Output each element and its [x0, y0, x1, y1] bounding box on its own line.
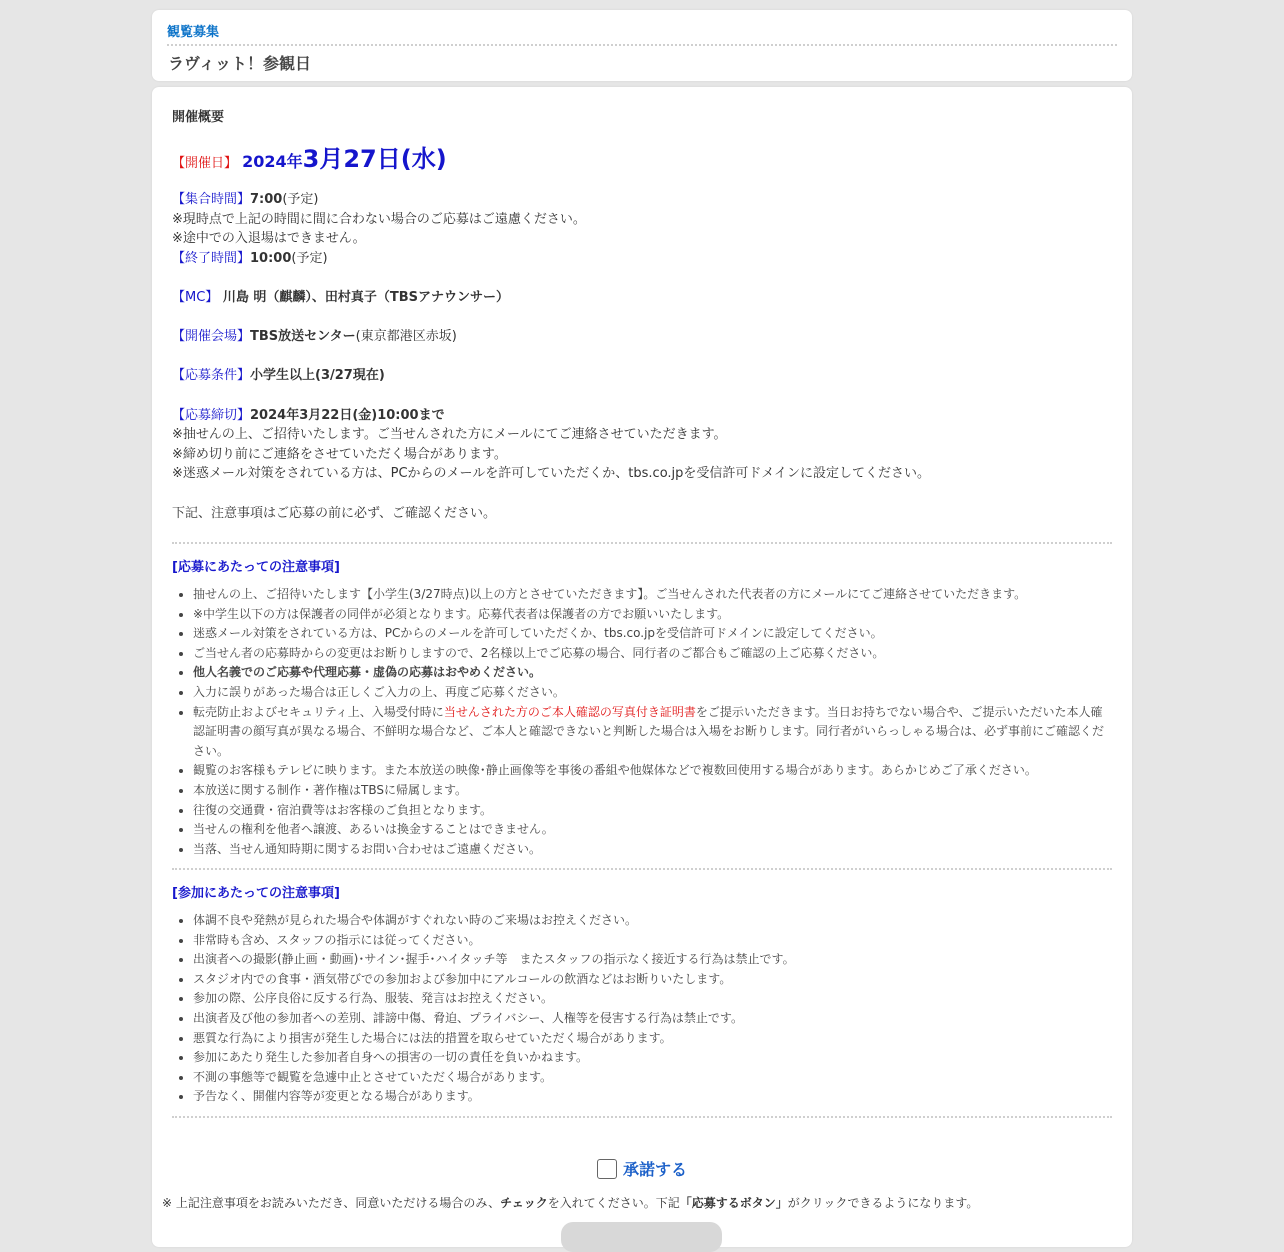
gather-suffix: (予定): [282, 192, 319, 207]
list-item: • 不測の事態等で観覧を急遽中止とさせていただく場合があります。: [193, 1068, 1112, 1088]
mc-row: [172, 288, 930, 308]
id-item-post: をご提示いただきます。当日お持ちでない場合や、ご提示いただいた本人確認証明書の顔写真が異なる場合、不鮮明な場合など、ご本人と確認できないと判断した場合は入場をお断りします。同行者がいらっしゃる場合は、必ず事前にご確認ください。: [193, 704, 1105, 758]
divider: [172, 868, 1112, 870]
deadline-value: 2024年3月22日(金)10:00まで: [250, 407, 445, 423]
id-item-highlight: 当せんされた方のご本人確認の写真付き証明書: [443, 704, 696, 719]
agree-label[interactable]: 承諾する: [622, 1160, 687, 1179]
condition-label: 【応募条件】: [172, 368, 251, 384]
deadline-note-1: ※抽せんの上、ご招待いたします。ご当せんされた方にメールにてご連絡させていただきます。: [172, 427, 727, 443]
list-item: • 抽せんの上、ご招待いたします【小学生(3/27時点)以上の方とさせていただきます】。ご当せんされた代表者の方にメールにてご連絡させていただきます。: [193, 585, 1112, 605]
end-suffix: (予定): [291, 250, 328, 266]
apply-button[interactable]: [561, 1222, 722, 1252]
list-item: • ご当せん者の応募時からの変更はお断りしますので、2名様以上でご応募の場合、同行者のご都合もご確認の上ご応募ください。: [193, 644, 1112, 664]
participation-notes-heading: [参加にあたっての注意事項]: [172, 886, 340, 901]
agree-checkbox[interactable]: [597, 1159, 617, 1179]
page-title: ラヴィット！参観日: [168, 54, 312, 73]
deadline-row: [172, 406, 930, 426]
list-item: • 参加の際、公序良俗に反する行為、服装、発言はお控えください。: [193, 989, 1112, 1009]
note-button: 「応募するボタン」: [679, 1196, 788, 1210]
gather-label: 【集合時間】: [172, 192, 251, 207]
application-notes-list: [172, 585, 1112, 859]
list-item: • 入力に誤りがあった場合は正しくご入力の上、再度ご応募ください。: [193, 683, 1112, 703]
note-pre: ※ 上記注意事項をお読みいただき、同意いただける場合のみ、: [162, 1196, 501, 1210]
list-item: • 予告なく、開催内容等が変更となる場合があります。: [193, 1087, 1112, 1107]
end-time: 10:00: [250, 250, 292, 266]
end-time-row: [172, 249, 930, 269]
list-item: • 本放送に関する制作・著作権はTBSに帰属します。: [193, 781, 1112, 801]
list-item: • 当せんの権利を他者へ譲渡、あるいは換金することはできません。: [193, 820, 1112, 840]
id-item-pre: 転売防止およびセキュリティ上、入場受付時に: [193, 704, 444, 719]
date-year: 2024年: [242, 152, 303, 171]
note-check: チェック: [500, 1196, 548, 1210]
header-card: [152, 10, 1132, 81]
list-item: • 非常時も含め、スタッフの指示には従ってください。: [193, 931, 1112, 951]
agree-row: [172, 1157, 1112, 1180]
event-info: [172, 190, 930, 523]
mc-label: 【MC】: [172, 289, 219, 305]
main-card: [152, 87, 1132, 1247]
list-item: • 悪質な行為により損害が発生した場合には法的措置を取らせていただく場合があります。: [193, 1029, 1112, 1049]
list-item: • 観覧のお客様もテレビに映ります。また本放送の映像･静止画像等を事後の番組や他媒体などで複数回使用する場合があります。あらかじめご了承ください。: [193, 761, 1112, 781]
divider: [172, 542, 1112, 544]
list-item: • 迷惑メール対策をされている方は、PCからのメールを許可していただくか、tbs.co.jpを受信許可ドメインに設定してください。: [193, 624, 1112, 644]
list-item: • 体調不良や発熱が見られた場合や体調がすぐれない時のご来場はお控えください。: [193, 911, 1112, 931]
gather-time-row: [172, 190, 930, 210]
participation-notes-list: [172, 911, 1112, 1107]
deadline-note-2: ※締め切り前にご連絡をさせていただく場合があります。: [172, 446, 507, 462]
deadline-note-3: ※迷惑メール対策をされている方は、PCからのメールを許可していただくか、tbs.co.jpを受信許可ドメインに設定してください。: [172, 466, 931, 482]
venue-label: 【開催会場】: [172, 329, 251, 345]
note-mid: を入れてください。下記: [547, 1196, 680, 1210]
gather-note-1: ※現時点で上記の時間に間に合わない場合のご応募はご遠慮ください。: [172, 211, 586, 227]
condition-value: 小学生以上(3/27現在): [250, 368, 385, 384]
condition-row: [172, 366, 930, 386]
list-item: • 他人名義でのご応募や代理応募・虚偽の応募はおやめください。: [193, 663, 1112, 683]
deadline-label: 【応募締切】: [172, 407, 251, 423]
divider: [172, 1116, 1112, 1118]
header-divider: [167, 44, 1117, 46]
venue-row: [172, 327, 930, 347]
event-date: [172, 139, 447, 174]
list-item: • 出演者への撮影(静止画・動画)･サイン･握手･ハイタッチ等 またスタッフの指示なく接近する行為は禁止です。: [193, 950, 1112, 970]
list-item: • 往復の交通費・宿泊費等はお客様のご負担となります。: [193, 801, 1112, 821]
list-item: • 参加にあたり発生した参加者自身への損害の一切の責任を負いかねます。: [193, 1048, 1112, 1068]
note-post: がクリックできるようになります。: [787, 1196, 979, 1210]
overview-heading: 開催概要: [172, 110, 225, 125]
date-main: 3月27日(水): [302, 145, 447, 173]
list-item-id-check: [193, 703, 1112, 762]
confirm-text: 下記、注意事項はご応募の前に必ず、ご確認ください。: [172, 505, 496, 521]
date-label: 【開催日】: [172, 156, 238, 171]
list-item: • 当落、当せん通知時期に関するお問い合わせはご遠慮ください。: [193, 840, 1112, 860]
venue-value: TBS放送センター: [250, 329, 356, 345]
list-item: • ※中学生以下の方は保護者の同伴が必須となります。応募代表者は保護者の方でお願いいたします。: [193, 605, 1112, 625]
application-notes-heading: [応募にあたっての注意事項]: [172, 560, 340, 575]
mc-value: 川島 明（麒麟）、田村真子（TBSアナウンサー）: [218, 289, 509, 305]
gather-time: 7:00: [250, 192, 283, 207]
list-item: • スタジオ内での食事・酒気帯びでの参加および参加中にアルコールの飲酒などはお断りいたします。: [193, 970, 1112, 990]
agreement-note: [162, 1194, 978, 1211]
venue-suffix: (東京都港区赤坂): [355, 329, 457, 345]
list-item: • 出演者及び他の参加者への差別、誹謗中傷、脅迫、プライバシー、人権等を侵害する行為は禁止です。: [193, 1009, 1112, 1029]
gather-note-2: ※途中での入退場はできません。: [172, 231, 366, 247]
end-label: 【終了時間】: [172, 250, 251, 266]
category-label: 観覧募集: [167, 25, 220, 40]
